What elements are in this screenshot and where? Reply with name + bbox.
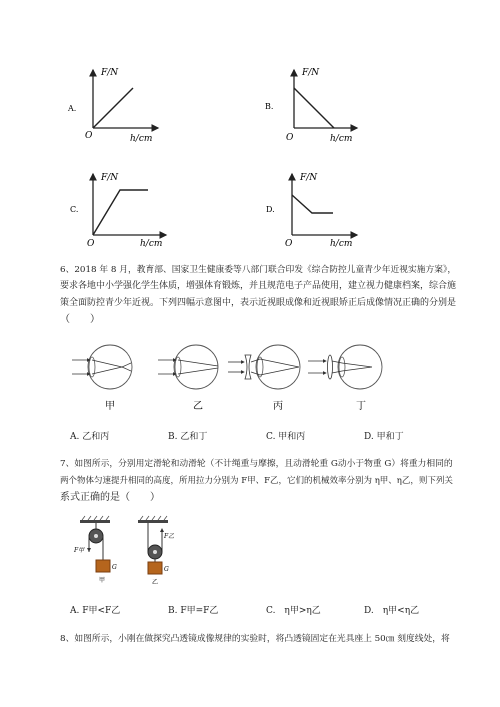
q7-line-3: 系式正确的是（ ） [60, 492, 160, 503]
graph-d-xlabel: h/cm [330, 239, 353, 249]
q6-line-2: 要求各地中小学强化学生体质，增强体育锻炼，并且规范电子产品使用，建立视力健康档案，综合施 [60, 281, 457, 291]
q6-line-3: 策全面防控青少年近视。下列四幅示意图中，表示近视眼成像和近视眼矫正后成像情况正确的分别是 [60, 298, 457, 308]
graph-b [265, 68, 357, 144]
label-cap-jia: 甲 [99, 577, 106, 584]
q6-eye-diagrams [0, 335, 500, 430]
q5-graph-grid [0, 0, 500, 260]
graph-b-option: B. [265, 102, 274, 111]
eye-jia-label: 甲 [105, 401, 115, 412]
graph-b-ylabel: F/N [302, 68, 320, 78]
q6-line-4: （ ） [60, 314, 100, 325]
graph-a [67, 68, 158, 144]
graph-a-option: A. [68, 104, 77, 113]
eye-bing-label: 丙 [273, 401, 283, 412]
graph-c-origin: O [87, 239, 95, 249]
graph-a-ylabel: F/N [101, 68, 119, 78]
graph-a-xlabel: h/cm [130, 134, 153, 144]
label-f-jia: F甲 [74, 547, 85, 554]
graph-c-option: C. [70, 205, 79, 214]
q7-pulley-diagrams [60, 514, 200, 594]
graph-c [70, 173, 166, 249]
eye-ding [308, 345, 382, 412]
eye-ding-label: 丁 [356, 401, 366, 412]
q6-option-c[interactable]: C. 甲和丙 [266, 432, 306, 442]
q7-option-b[interactable]: B. F甲=F乙 [168, 606, 219, 616]
graph-d-line [292, 195, 333, 213]
label-g-2: G [164, 566, 169, 573]
label-g-1: G [112, 564, 117, 571]
graph-b-origin: O [286, 133, 294, 143]
q6-option-d[interactable]: D. 甲和丁 [364, 432, 404, 442]
eye-jia [72, 345, 132, 412]
graph-a-line [93, 88, 133, 128]
q6-line-1: 6、2018 年 8 月，教育部、国家卫生健康委等八部门联合印发《综合防控儿童青少年近视实施方案》， [60, 265, 457, 275]
eye-yi [158, 345, 218, 412]
graph-d [266, 173, 357, 249]
q6-option-b[interactable]: B. 乙和丁 [168, 432, 208, 442]
q7-line-2: 两个物体匀速提升相同的高度，所用拉力分别为 F甲、F乙，它们的机械效率分别为 η甲、η乙，则下列关 [60, 476, 453, 486]
graph-c-ylabel: F/N [101, 173, 119, 183]
graph-d-option: D. [266, 205, 275, 214]
graph-c-line [93, 190, 148, 235]
q7-option-d[interactable]: D. η甲<η乙 [364, 606, 420, 616]
graph-b-line [294, 88, 334, 128]
graph-a-origin: O [85, 131, 93, 141]
pulley-jia [73, 516, 117, 584]
label-f-yi: F乙 [164, 533, 175, 540]
label-cap-yi: 乙 [152, 579, 159, 586]
eye-yi-label: 乙 [193, 401, 203, 412]
q8-line-1: 8、如图所示，小刚在做探究凸透镜成像规律的实验时，将凸透镜固定在光具座上 50㎝ 刻度线处，将 [60, 634, 450, 644]
q7-line-1: 7、如图所示，分别用定滑轮和动滑轮（不计绳重与摩擦，且动滑轮重 G动小于物重 G）将重力相同的 [60, 459, 453, 469]
q7-option-c[interactable]: C. η甲>η乙 [266, 606, 321, 616]
graph-b-xlabel: h/cm [330, 134, 353, 144]
graph-c-xlabel: h/cm [140, 239, 163, 249]
q6-option-a[interactable]: A. 乙和丙 [70, 432, 110, 442]
pulley-yi [138, 516, 174, 586]
q7-option-a[interactable]: A. F甲<F乙 [70, 606, 121, 616]
graph-d-ylabel: F/N [300, 173, 318, 183]
eye-bing [228, 345, 300, 412]
graph-d-origin: O [285, 239, 293, 249]
